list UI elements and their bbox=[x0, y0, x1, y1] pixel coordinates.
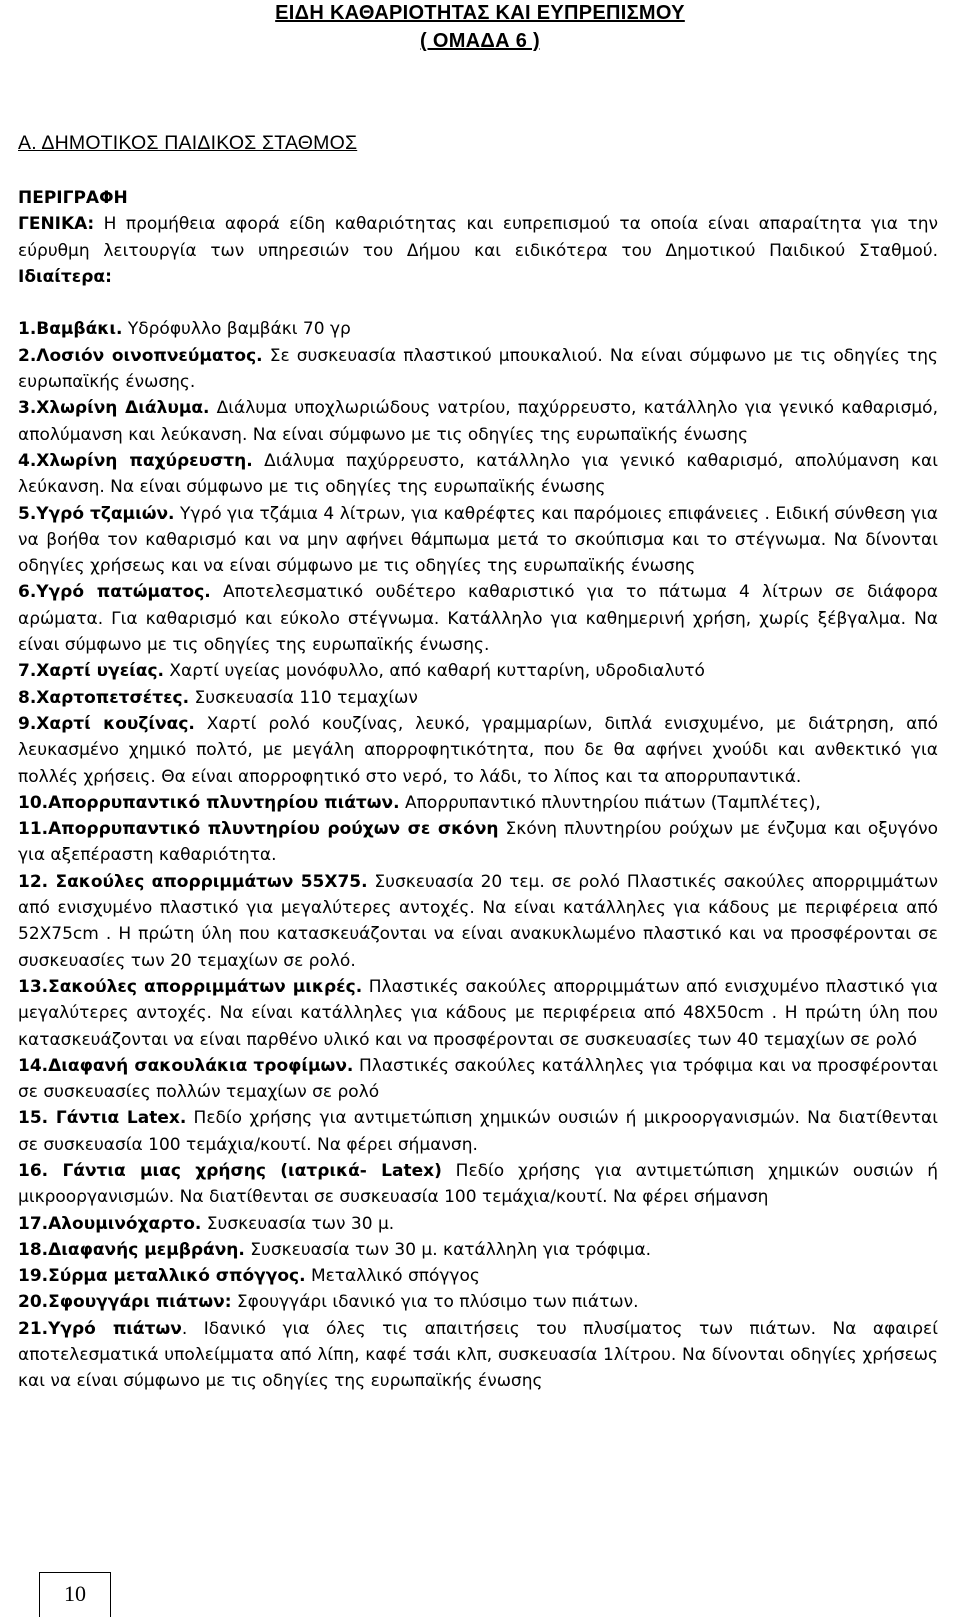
item-label: 12. Σακούλες απορριμμάτων 55Χ75. bbox=[18, 871, 368, 892]
item-text: Πλαστικές σακούλες κατάλληλες για τρόφιμα και να προσφέρονται σε συσκευασίες πολλών τεμαχίων σε ρολό bbox=[18, 1055, 938, 1103]
item-text: Πλαστικές σακούλες απορριμμάτων από ενισχυμένο πλαστικό για μεγαλύτερες αντοχές. Να είναι κατάλληλες για κάδους με περιφέρεια από 48Χ50cm . Η πρώτη ύλη που κατασκευάζονται να είναι παρθένο υλικό και να προσφέρονται σε συσκευασίες των 40 τεμαχίων σε ρολό bbox=[18, 976, 938, 1050]
list-item bbox=[18, 869, 938, 974]
item-label: 6.Υγρό πατώματος. bbox=[18, 582, 211, 603]
item-text: Συσκευασία 110 τεμαχίων bbox=[189, 687, 418, 708]
section-heading: Α. ΔΗΜΟΤΙΚΟΣ ΠΑΙΔΙΚΟΣ ΣΤΑΘΜΟΣ bbox=[18, 132, 358, 154]
item-text: Συσκευασία των 30 μ. κατάλληλη για τρόφιμα. bbox=[244, 1239, 652, 1260]
item-text: Συσκευασία 20 τεμ. σε ρολό Πλαστικές σακούλες απορριμμάτων από ενισχυμένο πλαστικό για μεγαλύτερες αντοχές. Να είναι κατάλληλες για κάδους με περιφέρεια από 52Χ75cm . Η πρώτη ύλη που κατασκευάζονται να είναι ανακυκλωμένο πλαστικό και να προσφέρονται σε συσκευασίες των 20 τεμαχίων σε ρολό. bbox=[18, 871, 939, 971]
document-body bbox=[18, 185, 938, 1395]
item-text: Πεδίο χρήσης για αντιμετώπιση χημικών ουσιών ή μικροοργανισμών. Να διατίθενται σε συσκευασία 100 τεμάχια/κουτί. Να φέρει σήμανση. bbox=[18, 1108, 938, 1155]
item-label: 14.Διαφανή σακουλάκια τροφίμων. bbox=[18, 1055, 354, 1076]
item-text: Χαρτί υγείας μονόφυλλο, από καθαρή κυτταρίνη, υδροδιαλυτό bbox=[164, 661, 705, 682]
list-item bbox=[18, 579, 938, 658]
group-label: ( ΟΜΑΔΑ 6 ) bbox=[420, 30, 540, 52]
page-number-box bbox=[39, 1572, 111, 1617]
item-label: 8.Χαρτοπετσέτες. bbox=[18, 687, 190, 708]
item-label: 15. Γάντια Latex. bbox=[18, 1108, 187, 1129]
item-text: Συσκευασία των 30 μ. bbox=[201, 1213, 395, 1234]
item-text: Σκόνη πλυντηρίου ρούχων με ένζυμα και οξυγόνο για αξεπέραστη καθαριότητα. bbox=[18, 819, 939, 866]
item-text: Διάλυμα υποχλωριώδους νατρίου, παχύρρευστο, κατάλληλο για γενικό καθαρισμό, απολύμανση και λεύκανση. Να είναι σύμφωνο με τις οδηγίες της ευρωπαϊκής ένωσης bbox=[18, 398, 938, 445]
item-label: 17.Αλουμινόχαρτο. bbox=[18, 1213, 202, 1234]
list-item bbox=[18, 816, 938, 869]
list-item bbox=[18, 1263, 938, 1289]
item-text: Αποτελεσματικό ουδέτερο καθαριστικό για το πάτωμα 4 λίτρων σε διάφορα αρώματα. Για καθαρισμό και εύκολο στέγνωμα. Κατάλληλο για καθημερινή χρήση, χωρίς ξέβγαλμα. Να είναι σύμφωνο με τις οδηγίες της ευρωπαϊκής ένωσης. bbox=[18, 582, 938, 656]
general-emphasis: Ιδιαίτερα: bbox=[18, 266, 112, 287]
item-text: . Ιδανικό για όλες τις απαιτήσεις του πλυσίματος των πιάτων. Να αφαιρεί αποτελεσματικά υπολείμματα από λίπη, καφέ τσάι κλπ, συσκευασία 1λίτρου. Να δίνονται οδηγίες χρήσεως και να είναι σύμφωνο με τις οδηγίες της ευρωπαϊκής ένωσης bbox=[18, 1318, 938, 1392]
page-number: 10 bbox=[64, 1581, 86, 1606]
item-label: 18.Διαφανής μεμβράνη. bbox=[18, 1239, 245, 1260]
list-item bbox=[18, 658, 938, 684]
item-text: Διάλυμα παχύρρευστο, κατάλληλο για γενικό καθαρισμό, απολύμανση και λεύκανση. Να είναι σύμφωνο με τις οδηγίες της ευρωπαϊκής ένωσης bbox=[18, 450, 938, 498]
list-item bbox=[18, 395, 938, 448]
item-label: 13.Σακούλες απορριμμάτων μικρές. bbox=[18, 976, 363, 997]
item-text: Σε συσκευασία πλαστικού μπουκαλιού. Να είναι σύμφωνο με τις οδηγίες της ευρωπαϊκής ένωσης. bbox=[18, 345, 938, 393]
item-text: Πεδίο χρήσης για αντιμετώπιση χημικών ουσιών ή μικροοργανισμών. Να διατίθενται σε συσκευασία 100 τεμάχια/κουτί. Να φέρει σήμανση bbox=[18, 1160, 938, 1208]
general-text: Η προμήθεια αφορά είδη καθαριότητας και ευπρεπισμού τα οποία είναι απαραίτητα για την εύρυθμη λειτουργία των υπηρεσιών του Δήμου και ειδικότερα του Δημοτικού Παιδικού Σταθμού. bbox=[18, 214, 938, 261]
item-text: Υδρόφυλλο βαμβάκι 70 γρ bbox=[122, 319, 351, 340]
general-label: ΓΕΝΙΚΑ: bbox=[18, 214, 95, 235]
list-item bbox=[18, 1289, 938, 1315]
document-title: ΕΙΔΗ ΚΑΘΑΡΙΟΤΗΤΑΣ ΚΑΙ ΕΥΠΡΕΠΙΣΜΟΥ bbox=[275, 2, 685, 24]
list-item bbox=[18, 1211, 938, 1237]
item-label: 11.Απορρυπαντικό πλυντηρίου ρούχων σε σκόνη bbox=[18, 819, 499, 840]
list-item bbox=[18, 1158, 938, 1211]
item-label: 20.Σφουγγάρι πιάτων: bbox=[18, 1292, 232, 1313]
item-label: 10.Απορρυπαντικό πλυντηρίου πιάτων. bbox=[18, 792, 400, 813]
item-label: 2.Λοσιόν οινοπνεύματος. bbox=[18, 345, 263, 366]
item-label: 9.Χαρτί κουζίνας. bbox=[18, 713, 195, 734]
item-label: 16. Γάντια μιας χρήσης (ιατρικά- Latex) bbox=[18, 1160, 442, 1181]
item-label: 3.Χλωρίνη Διάλυμα. bbox=[18, 398, 210, 419]
list-item bbox=[18, 448, 938, 501]
list-item bbox=[18, 711, 938, 790]
item-text: Μεταλλικό σπόγγος bbox=[305, 1266, 480, 1287]
item-text: Χαρτί ρολό κουζίνας, λευκό, γραμμαρίων, διπλά ενισχυμένο, με διάτρηση, από λευκασμένο χημικό πολτό, με μεγάλη απορροφητικότητα, που δε θα αφήνει χνούδι και ανθεκτικό για πολλές χρήσεις. Θα είναι απορροφητικό στο νερό, το λάδι, το λίπος και τα απορρυπαντικά. bbox=[18, 713, 938, 787]
item-label: 21.Υγρό πιάτων bbox=[18, 1318, 182, 1339]
list-item bbox=[18, 1053, 938, 1106]
list-item bbox=[18, 1105, 938, 1158]
item-label: 1.Βαμβάκι. bbox=[18, 319, 123, 340]
list-item bbox=[18, 685, 938, 711]
item-label: 19.Σύρμα μεταλλικό σπόγγος. bbox=[18, 1266, 306, 1287]
list-item bbox=[18, 790, 938, 816]
list-item bbox=[18, 1316, 938, 1395]
item-text: Απορρυπαντικό πλυντηρίου πιάτων (Ταμπλέτες), bbox=[399, 792, 821, 813]
list-item bbox=[18, 501, 938, 580]
item-text: Υγρό για τζάμια 4 λίτρων, για καθρέφτες και παρόμοιες επιφάνειες . Ειδική σύνθεση για να βοήθα τον καθαρισμό και να μην αφήνει θάμπωμα μετά το σκούπισμα και το στέγνωμα. Να δίνονται οδηγίες χρήσεως και να είναι σύμφωνο με τις οδηγίες της ευρωπαϊκής ένωσης bbox=[18, 503, 939, 577]
item-label: 7.Χαρτί υγείας. bbox=[18, 661, 164, 682]
list-item bbox=[18, 974, 938, 1053]
item-text: Σφουγγάρι ιδανικό για το πλύσιμο των πιάτων. bbox=[231, 1292, 639, 1313]
general-paragraph bbox=[18, 211, 938, 290]
list-item bbox=[18, 1237, 938, 1263]
item-label: 5.Υγρό τζαμιών. bbox=[18, 503, 175, 524]
list-item bbox=[18, 343, 938, 396]
description-label: ΠΕΡΙΓΡΑΦΗ bbox=[18, 188, 128, 208]
list-item bbox=[18, 316, 938, 342]
item-label: 4.Χλωρίνη παχύρευστη. bbox=[18, 450, 253, 471]
